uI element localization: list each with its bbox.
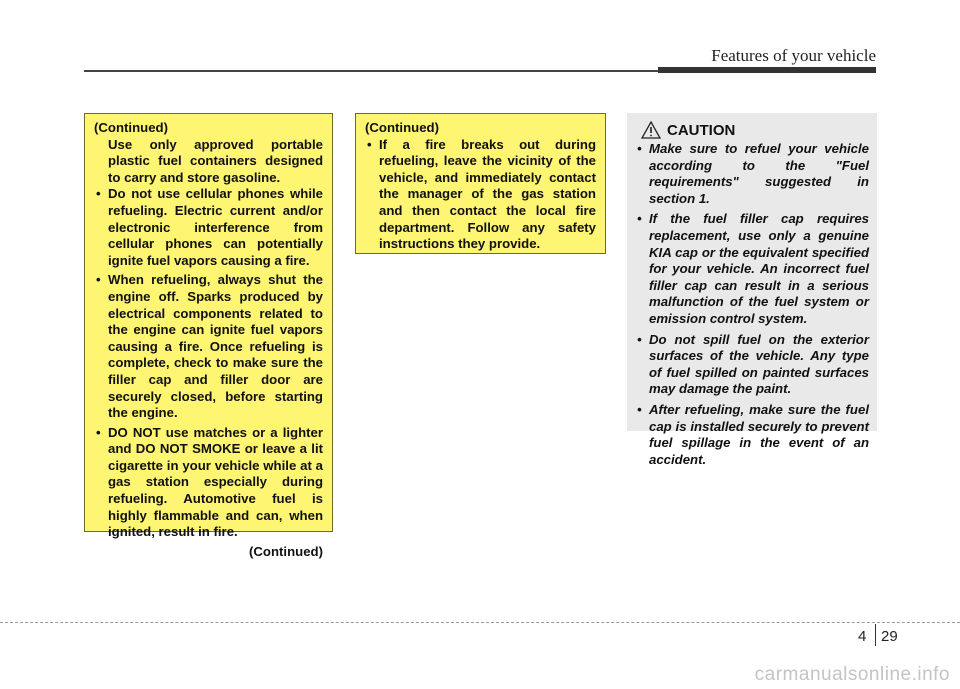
caution-header [641,121,869,139]
list-item: • If the fuel filler cap requires replacement, use only a genuine KIA cap or the equivalent specified for your vehicle. An incorrect fuel filler cap can result in a serious malfunction of the fuel system or emission control system. [637,211,869,326]
header-rule-accent [658,67,876,73]
warning-box-continued-1 [84,113,333,559]
caution-box [627,113,877,467]
watermark: carmanualsonline.info [754,664,950,685]
warning-intro-text: Use only approved portable plastic fuel containers designed to carry and store gasoline. [108,136,323,185]
continued-label-bottom: (Continued) [249,543,323,559]
page-number: 29 [881,628,898,645]
section-title: Features of your vehicle [711,46,876,65]
continued-label-top: (Continued) [365,120,439,135]
list-item: • Make sure to refuel your vehicle according to the "Fuel requirements" suggested in section 1. [637,141,869,206]
caution-list [635,141,869,468]
caution-title: CAUTION [667,121,736,139]
list-item: • Do not spill fuel on the exterior surfaces of the vehicle. Any type of fuel spilled on painted surfaces may damage the paint. [637,331,869,397]
warning-triangle-icon [641,121,661,139]
list-item: • DO NOT use matches or a lighter and DO NOT SMOKE or leave a lit cigarette in your vehicle while at a gas station especially during refueling. Automotive fuel is highly flammable and can, when ignited, result in fire. [96,424,323,540]
section-number: 4 [858,628,867,645]
warning-list [94,186,323,540]
list-item: • After refueling, make sure the fuel cap is installed securely to prevent fuel spillage in the event of an accident. [637,401,869,467]
continued-label-top: (Continued) [94,120,168,135]
footer-rule [0,622,960,623]
warning-list [365,137,596,253]
page-number-divider [875,624,876,646]
list-item: • If a fire breaks out during refueling, leave the vicinity of the vehicle, and immediately contact the manager of the gas station and then contact the local fire department. Follow any safety instructions they provide. [367,136,596,252]
list-item: • Do not use cellular phones while refueling. Electric current and/or electronic interference from cellular phones can potentially ignite fuel vapors causing a fire. [96,186,323,268]
warning-box-continued-2 [355,113,606,254]
list-item: • When refueling, always shut the engine off. Sparks produced by electrical components related to the engine can ignite fuel vapors causing a fire. Once refueling is complete, check to make sure the filler cap and filler door are securely closed, before starting the engine. [96,272,323,421]
